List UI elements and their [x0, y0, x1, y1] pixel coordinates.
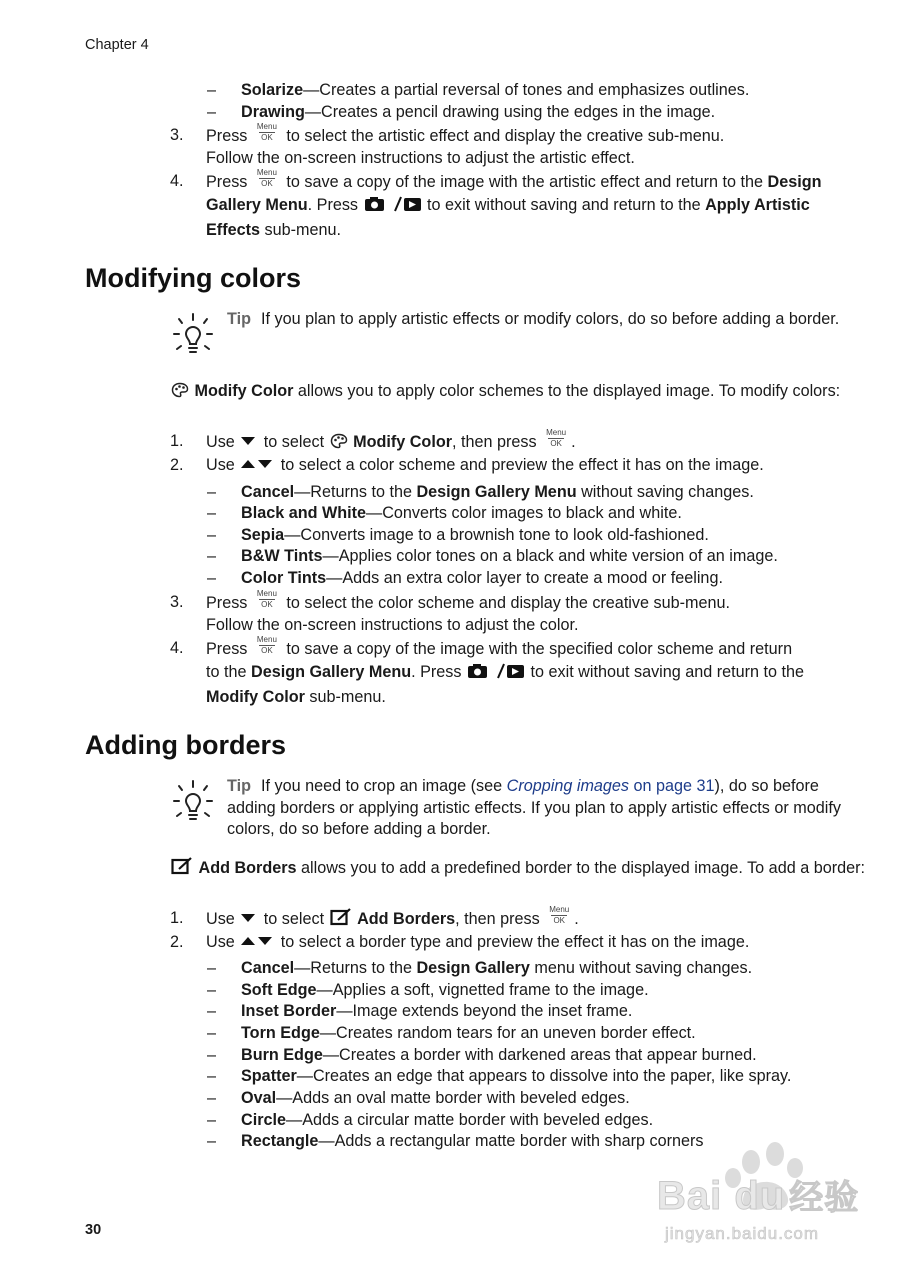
menu-ok-icon: Menu OK — [256, 122, 277, 142]
list-item: Sepia—Converts image to a brownish tone to look old-fashioned. — [241, 526, 709, 544]
down-arrow-icon — [258, 460, 272, 468]
list-item — [241, 80, 749, 102]
tip-label: Tip — [227, 777, 251, 795]
list-item: Color Tints—Adds an extra color layer to create a mood or feeling. — [241, 569, 723, 587]
list-item: Torn Edge—Creates random tears for an uneven border effect. — [241, 1024, 696, 1042]
tip-text: Tip If you need to crop an image (see Cropping images on page 31), do so before adding borders or applying artistic effects. If you plan to apply artistic effects or modify colors, do so before adding a border. — [227, 777, 841, 838]
page-reference-link[interactable]: on page 31 — [629, 777, 715, 795]
list-item: Circle—Adds a circular matte border with beveled edges. — [241, 1111, 654, 1129]
step-number: 3. — [170, 593, 184, 611]
step-text: Use to select Add Borders, then press Menu OK . — [206, 908, 866, 933]
chapter-header: Chapter 4 — [85, 37, 149, 53]
section-title-modifying-colors: Modifying colors — [85, 263, 301, 293]
camera-playback-icon — [467, 663, 525, 686]
watermark-url: jingyan.baidu.com — [665, 1224, 820, 1243]
menu-ok-icon: Menu OK — [549, 905, 570, 925]
step-number: 4. — [170, 172, 184, 190]
camera-playback-icon — [364, 196, 422, 219]
baidu-watermark — [655, 1140, 895, 1250]
step-number: 1. — [170, 432, 184, 450]
list-item: Soft Edge—Applies a soft, vignetted frame to the image. — [241, 981, 649, 999]
option-desc: —Creates a pencil drawing using the edges in the image. — [304, 103, 716, 121]
step-number: 4. — [170, 639, 184, 657]
tip-text: Tip If you plan to apply artistic effects or modify colors, do so before adding a border. — [227, 310, 840, 328]
list-dash: – — [207, 103, 217, 121]
down-arrow-icon — [241, 914, 255, 922]
step-number: 2. — [170, 933, 184, 951]
tip-label: Tip — [227, 310, 251, 328]
list-item: B&W Tints—Applies color tones on a black and white version of an image. — [241, 547, 778, 565]
up-arrow-icon — [241, 937, 255, 945]
step-text: Use to select a border type and preview the effect it has on the image. — [206, 933, 750, 951]
cropping-images-link[interactable]: Cropping images — [506, 777, 630, 795]
tip-lightbulb-icon — [172, 779, 214, 830]
tip-lightbulb-icon — [172, 312, 214, 363]
option-name: Solarize — [241, 81, 304, 99]
option-name: Drawing — [241, 103, 305, 121]
step-number: 3. — [170, 126, 184, 144]
add-borders-icon — [330, 908, 352, 933]
down-arrow-icon — [241, 437, 255, 445]
list-item: Burn Edge—Creates a border with darkened areas that appear burned. — [241, 1046, 757, 1064]
modify-color-icon — [330, 433, 348, 456]
intro-paragraph: Modify Color allows you to apply color schemes to the displayed image. To modify colors: — [170, 381, 870, 405]
menu-ok-icon: Menu OK — [256, 589, 277, 609]
list-item: Cancel—Returns to the Design Gallery Menu without saving changes. — [241, 483, 754, 501]
modify-color-icon — [171, 382, 189, 405]
step-text: Use to select Modify Color, then press Menu OK . — [206, 431, 866, 456]
step-text: Press Menu OK to save a copy of the image with the specified color scheme and return to the Design Gallery Menu. Press to exit without saving and return to the Modify Color sub-menu. — [206, 635, 805, 706]
step-text: Use to select a color scheme and preview the effect it has on the image. — [206, 456, 764, 474]
step-number: 1. — [170, 909, 184, 927]
list-item: Rectangle—Adds a rectangular matte border with sharp corners — [241, 1132, 704, 1150]
page-number: 30 — [85, 1222, 102, 1238]
down-arrow-icon — [258, 937, 272, 945]
list-item — [241, 102, 715, 124]
list-item: Spatter—Creates an edge that appears to dissolve into the paper, like spray. — [241, 1067, 792, 1085]
list-item: Cancel—Returns to the Design Gallery menu without saving changes. — [241, 959, 753, 977]
list-item: Inset Border—Image extends beyond the inset frame. — [241, 1002, 633, 1020]
menu-ok-icon: Menu OK — [546, 428, 567, 448]
step-text: Press Menu OK to select the artistic effect and display the creative sub-menu. Follow the on-screen instructions to adjust the artistic effect. — [206, 122, 725, 167]
step-text: Press Menu OK to select the color scheme and display the creative sub-menu. Follow the on-screen instructions to adjust the color. — [206, 589, 730, 634]
step-text: Press Menu OK to save a copy of the image with the artistic effect and return to the Design Gallery Menu. Press to exit without saving and return to the Apply Artistic Effects sub-menu. — [206, 168, 822, 239]
menu-ok-icon: Menu OK — [256, 168, 277, 188]
intro-paragraph: Add Borders allows you to add a predefined border to the displayed image. To add a border: — [170, 857, 870, 882]
option-desc: —Creates a partial reversal of tones and emphasizes outlines. — [303, 81, 750, 99]
add-borders-icon — [171, 857, 193, 882]
up-arrow-icon — [241, 460, 255, 468]
list-item: Oval—Adds an oval matte border with beveled edges. — [241, 1089, 630, 1107]
section-title-adding-borders: Adding borders — [85, 730, 286, 760]
list-item: Black and White—Converts color images to black and white. — [241, 504, 682, 522]
step-number: 2. — [170, 456, 184, 474]
menu-ok-icon: Menu OK — [256, 635, 277, 655]
watermark-brand: Bai du 经验 — [657, 1174, 860, 1218]
list-dash: – — [207, 81, 217, 99]
